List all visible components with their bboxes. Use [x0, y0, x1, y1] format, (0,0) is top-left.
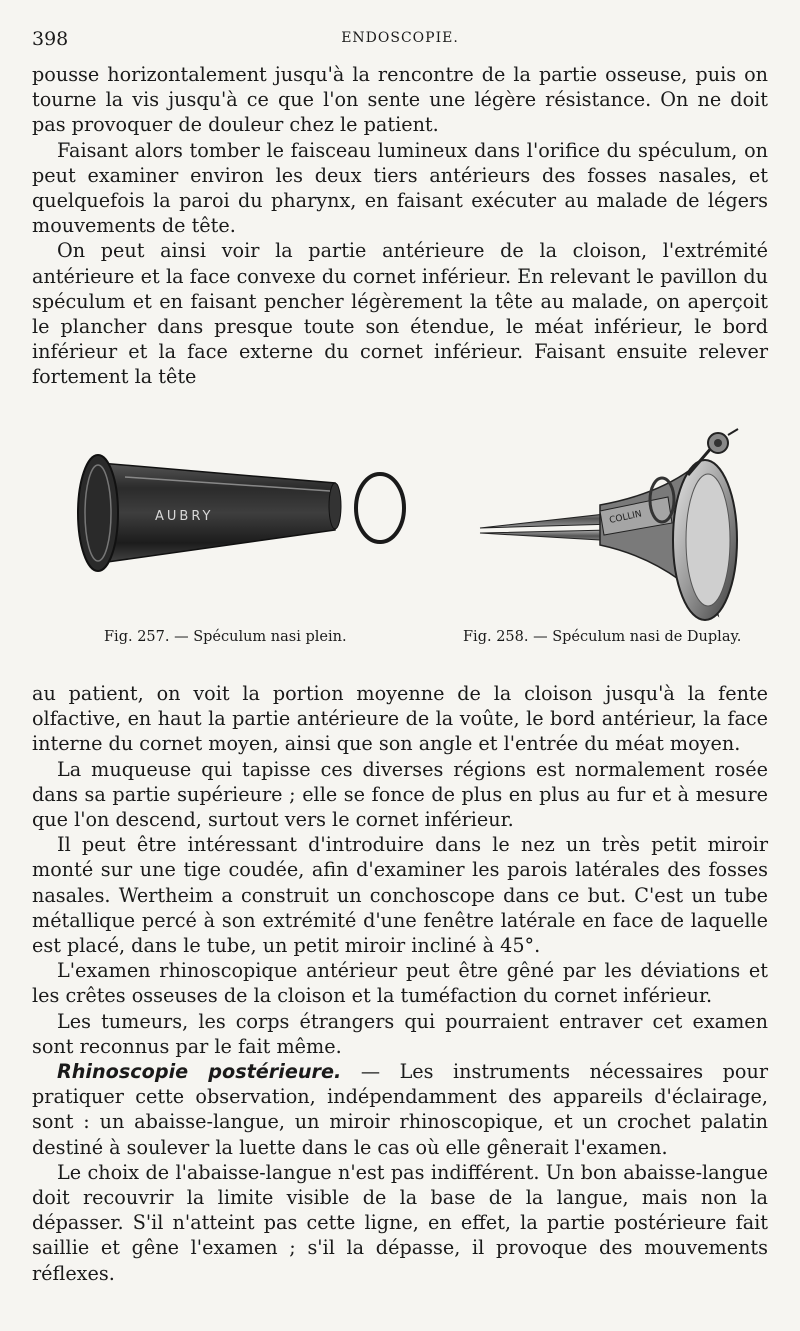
speculum-plein-drawing	[78, 455, 404, 571]
figure-caption-257: Fig. 257. — Spéculum nasi plein.	[104, 629, 347, 645]
text-block-top	[32, 62, 768, 390]
speculum-duplay-drawing	[480, 429, 738, 620]
heading-dash: —	[341, 1060, 400, 1084]
paragraph: L'examen rhinoscopique antérieur peut être gêné par les déviations et les crêtes osseuses de la cloison et la tuméfaction du cornet inférieur.	[32, 959, 768, 1008]
figure-caption-258: Fig. 258. — Spéculum nasi de Duplay.	[463, 629, 742, 645]
paragraph: pousse horizontalement jusqu'à la rencontre de la partie osseuse, puis on tourne la vis jusqu'à ce que l'on sente une légère résistance. On ne doit pas provoquer de douleur chez le patient.	[32, 63, 768, 137]
paragraph: La muqueuse qui tapisse ces diverses régions est normalement rosée dans sa partie supérieure ; elle se fonce de plus en plus au fur et à mesure que l'on descend, surtout vers le cornet inférieur.	[32, 757, 768, 832]
paragraph: Faisant alors tomber le faisceau lumineux dans l'orifice du spéculum, on peut examiner environ les deux tiers antérieurs des fosses nasales, et quelquefois la paroi du pharynx, en faisant exécuter au malade de légers mouvements de tête.	[32, 138, 768, 238]
speculum-illustrations	[0, 405, 800, 625]
paragraph: On peut ainsi voir la partie antérieure de la cloison, l'extrémité antérieure et la face convexe du cornet inférieur. En relevant le pavillon du spéculum et en faisant pencher légèrement la tête au malade, on aperçoit le plancher dans presque toute son étendue, le méat inférieur, le bord inférieur et la face externe du cornet inférieur. Faisant ensuite relever fortement la tête	[32, 239, 768, 389]
engraved-aubry: AUBRY	[155, 509, 214, 524]
section-text: Les instruments nécessaires pour pratiquer cette observation, indépendamment des appareils d'éclairage, sont : un abaisse-langue, un miroir rhinoscopique, et un crochet palatin destiné à soulever la luette dans le cas où elle gênerait l'examen.	[32, 1060, 768, 1159]
paragraph: Il peut être intéressant d'introduire dans le nez un très petit miroir monté sur une tige coudée, afin d'examiner les parois latérales des fosses nasales. Wertheim a construit un conchoscope dans ce but. C'est un tube métallique percé à son extrémité d'une fenêtre latérale en face de laquelle est placé, dans le tube, un petit miroir incliné à 45°.	[32, 833, 768, 958]
paragraph: Le choix de l'abaisse-langue n'est pas indifférent. Un bon abaisse-langue doit recouvrir la limite visible de la base de la langue, mais non la dépasser. S'il n'atteint pas cette ligne, en effet, la partie postérieure fait saillie et gêne l'examen ; s'il la dépasse, il provoque des mouvements réflexes.	[32, 1160, 768, 1285]
paragraph: Les tumeurs, les corps étrangers qui pourraient entraver cet examen sont reconnus par le fait même.	[32, 1009, 768, 1058]
text-block-bottom	[32, 681, 768, 1286]
paragraph: au patient, on voit la portion moyenne de la cloison jusqu'à la fente olfactive, en haut la partie antérieure de la voûte, le bord antérieur, la face interne du cornet moyen, ainsi que son angle et l'entrée du méat moyen.	[32, 682, 768, 756]
figure-row	[0, 405, 800, 675]
section-heading: Rhinoscopie postérieure.	[57, 1060, 342, 1084]
engraved-collin: COLLIN	[608, 509, 643, 526]
section-paragraph	[32, 1059, 768, 1160]
running-head: ENDOSCOPIE.	[341, 30, 459, 46]
page-header	[32, 28, 768, 54]
page-number: 398	[32, 28, 69, 50]
